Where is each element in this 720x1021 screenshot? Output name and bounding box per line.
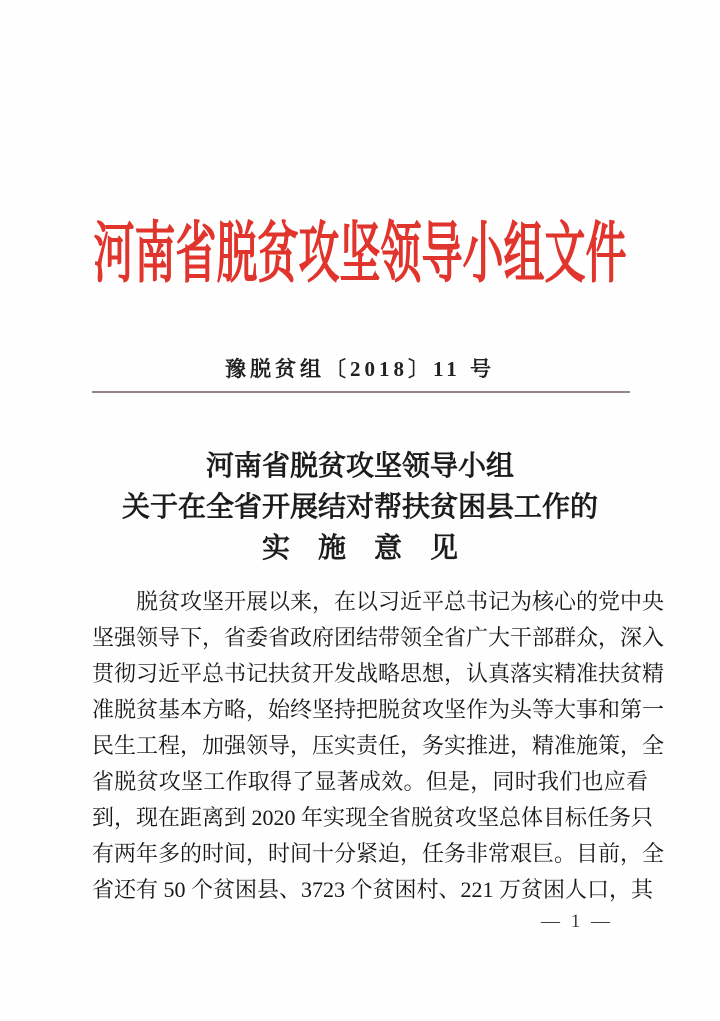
document-title-line2: 关于在全省开展结对帮扶贫困县工作的 [121,492,598,523]
document-title [0,446,720,569]
doc-reference-number: 豫脱贫组〔2018〕11 号 [224,357,496,381]
body-paragraph [92,584,665,908]
body-line: 省还有 50 个贫困县、3723 个贫困村、221 万贫困人口，其 [92,877,654,902]
body-line: 脱贫攻坚开展以来，在以习近平总书记为核心的党中央 [136,589,665,614]
body-line: 贯彻习近平总书记扶贫开发战略思想，认真落实精准扶贫精 [92,661,665,686]
document-title-line3: 实施意见 [261,533,486,564]
document-title-line1: 河南省脱贫攻坚领导小组 [205,451,514,482]
body-line: 省脱贫攻坚工作取得了显著成效。但是，同时我们也应看 [92,769,648,794]
header-separator-line [92,391,630,393]
body-line: 有两年多的时间，时间十分紧迫，任务非常艰巨。目前，全 [92,841,665,866]
body-line: 到，现在距离到 2020 年实现全省脱贫攻坚总体目标任务只 [92,805,654,830]
body-line: 民生工程，加强领导，压实责任，务实推进，精准施策，全 [92,733,665,758]
body-line: 坚强领导下，省委省政府团结带领全省广大干部群众，深入 [92,625,665,650]
red-header-org-title: 河南省脱贫攻坚领导小组文件 [93,216,627,291]
body-line: 准脱贫基本方略，始终坚持把脱贫攻坚作为头等大事和第一 [92,697,665,722]
page-number: — 1 — [541,911,613,932]
